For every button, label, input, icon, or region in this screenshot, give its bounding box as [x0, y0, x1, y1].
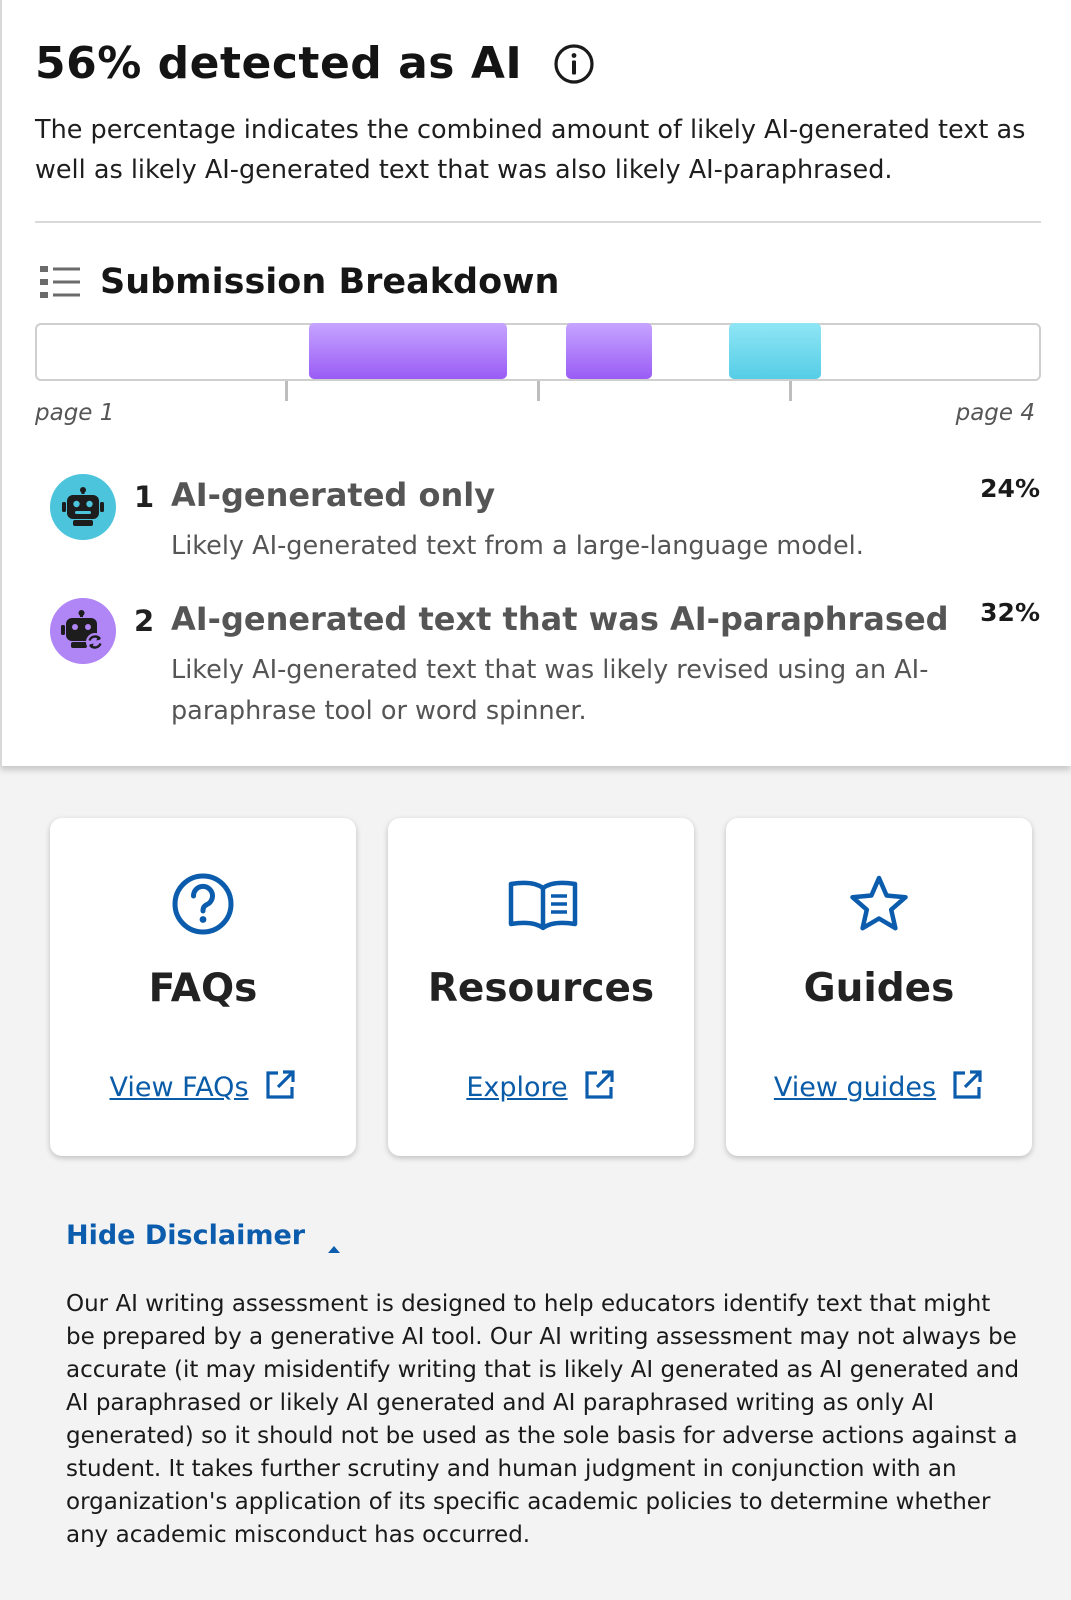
question-circle-icon	[169, 870, 237, 938]
robot-icon	[50, 474, 116, 540]
explore-link[interactable]	[388, 1068, 694, 1103]
category-ai-paraphrased	[50, 598, 1040, 738]
breakdown-title: Submission Breakdown	[100, 262, 560, 302]
category-description: Likely AI-generated text that was likely revised using an AI-paraphrase tool or word spinner.	[171, 655, 929, 726]
resources-card	[388, 818, 694, 1156]
page-title: 56% detected as AI	[35, 38, 523, 89]
page-end-label: page 4	[955, 400, 1035, 426]
timeline-page-tick	[285, 381, 288, 401]
faqs-card	[50, 818, 356, 1156]
timeline-page-tick	[789, 381, 792, 401]
page-start-label: page 1	[35, 400, 115, 426]
category-title: AI-generated only	[171, 476, 496, 514]
star-icon	[845, 870, 913, 938]
category-number: 2	[134, 604, 155, 638]
info-icon[interactable]	[552, 42, 596, 86]
ai-report-panel	[0, 0, 1071, 766]
card-title: Resources	[427, 966, 655, 1011]
timeline-segment-ai-generated[interactable]	[309, 323, 507, 379]
category-ai-generated	[50, 474, 1040, 574]
external-link-icon[interactable]	[950, 1068, 984, 1102]
link-label[interactable]: View guides	[773, 1072, 937, 1103]
link-label[interactable]: Explore	[466, 1072, 568, 1103]
timeline-page-tick	[537, 381, 540, 401]
divider	[35, 221, 1041, 223]
timeline-segment-ai-generated[interactable]	[566, 323, 652, 379]
external-link-icon[interactable]	[582, 1068, 616, 1102]
link-label[interactable]: View FAQs	[109, 1072, 249, 1103]
category-percent: 32%	[980, 598, 1040, 627]
disclaimer-toggle-label[interactable]: Hide Disclaimer	[66, 1220, 306, 1251]
guides-card	[726, 818, 1032, 1156]
breakdown-header	[40, 262, 559, 302]
external-link-icon[interactable]	[263, 1068, 297, 1102]
hide-disclaimer-button[interactable]	[66, 1220, 341, 1251]
category-number: 1	[134, 480, 155, 514]
category-percent: 24%	[980, 474, 1040, 503]
title-row	[35, 38, 596, 89]
robot-refresh-icon	[50, 598, 116, 664]
category-title: AI-generated text that was AI-paraphrased	[171, 600, 949, 638]
view-faqs-link[interactable]	[50, 1068, 356, 1103]
card-title: FAQs	[148, 966, 258, 1011]
detection-description: The percentage indicates the combined amount of likely AI-generated text as well as likely AI-generated text that was also likely AI-paraphrased.	[35, 115, 1026, 185]
disclaimer-text: Our AI writing assessment is designed to help educators identify text that might be prepared by a generative AI tool. Our AI writing assessment may not always be accurate (it may misidentify writing that is likely AI generated as AI generated and AI paraphrased or likely AI generated and AI paraphrased writing as only AI generated) so it should not be used as the sole basis for adverse actions against a student. It takes further scrutiny and human judgment in conjunction with an organization's application of its specific academic policies to determine whether any academic misconduct has occurred.	[66, 1291, 1020, 1548]
list-icon	[40, 265, 80, 299]
caret-up-icon[interactable]	[327, 1231, 341, 1241]
book-icon	[507, 870, 575, 938]
submission-timeline	[35, 323, 1041, 381]
card-title: Guides	[803, 966, 955, 1011]
timeline-segment-ai-paraphrased[interactable]	[729, 323, 821, 379]
view-guides-link[interactable]	[726, 1068, 1032, 1103]
category-description: Likely AI-generated text from a large-language model.	[171, 531, 864, 561]
